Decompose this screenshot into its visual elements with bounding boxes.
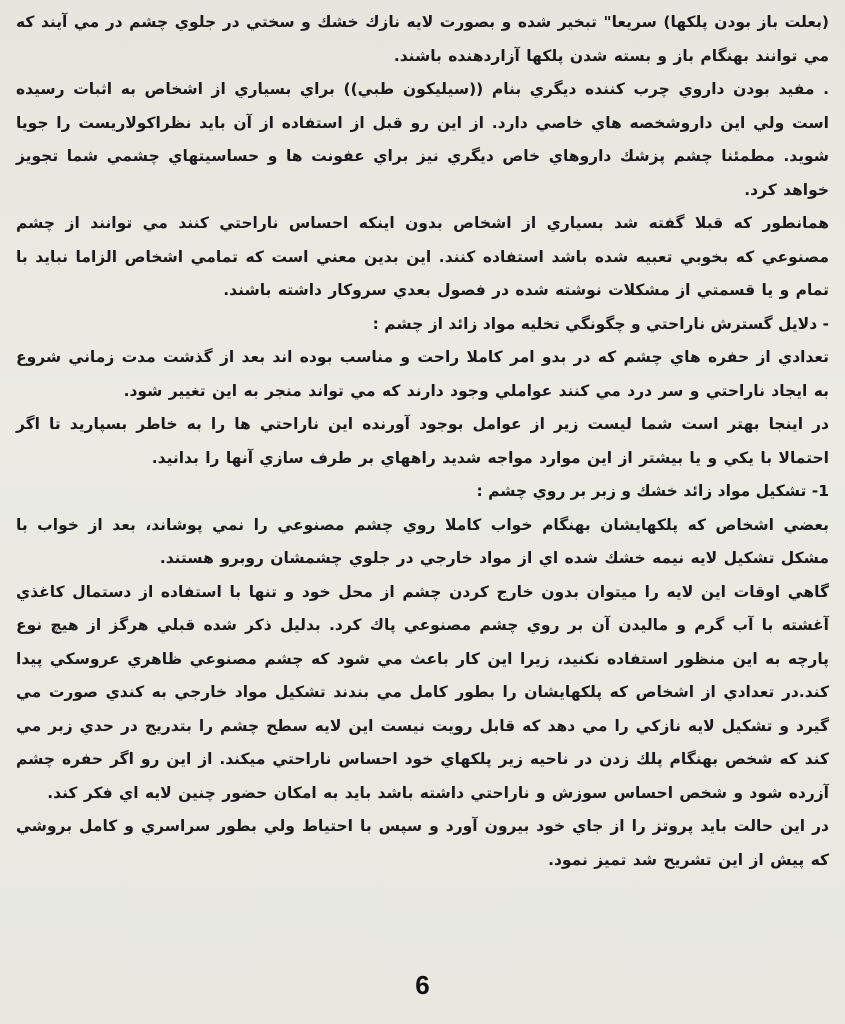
paragraph-factor-list-intro: در اينجا بهتر است شما ليست زير از عوامل بوجود آورنده اين ناراحتي ها را به خاطر بسپاريد تا اگر احتمالا با يکي و يا بيشتر از اين موارد مواجه شديد راههاي بر طرف سازي آنها را بدانيد. bbox=[16, 415, 829, 467]
paragraph-evaporation: (بعلت باز بودن پلکها) سریعا" تبخیر شده و بصورت لایه نازك خشك و سختي در جلوي چشم در مي آيند که مي توانند بهنگام باز و بسته شدن پلکها آزاردهنده باشند. bbox=[16, 13, 829, 65]
page-number: 6 bbox=[415, 970, 430, 1000]
paragraph-sleep-deposits: بعضي اشخاص که پلکهايشان بهنگام خواب کاملا روي چشم مصنوعي را نمي پوشاند، بعد از خواب با مشکل تشکيل لايه نيمه خشك شده اي از مواد خارجي در جلوي چشمشان روبرو هستند. bbox=[16, 515, 829, 567]
heading-dry-deposits: 1- تشکيل مواد زائد خشك و زبر بر روي چشم : bbox=[476, 482, 829, 500]
paragraph-cleaning-layer: گاهي اوقات اين لايه را ميتوان بدون خارج کردن چشم از محل خود و تنها با استفاده از دستمال کاغذي آغشته با آب گرم و ماليدن آن بر روي چشم مصنوعي پاك کرد. بدليل ذکر شده قبلي هرگز از هيچ نوع پارچه به اين منظور استفاده نکنيد، زيرا اين کار باعث مي شود که چشم مصنوعي ظاهري عروسکي پيدا کند.در تعدادي از اشخاص که پلکهايشان را بطور کامل مي بندند تشکيل مواد خارجي به کندي صورت مي گيرد و تشکيل لايه نازکي را مي دهد که قابل رويت نيست اين لايه سطح چشم را بتدريج در حدي زبر مي کند که شخص بهنگام پلك زدن در ناحيه زير پلکهاي خود احساس ناراحتي ميکند. از اين رو اگر حفره چشم آزرده شود و شخص احساس سوزش و ناراحتي داشته باشد بايد به امکان حضور چنين لايه اي فکر کند. bbox=[16, 582, 829, 802]
paragraph-cavity-changes: تعدادي از حفره هاي چشم که در بدو امر کاملا راحت و مناسب بوده اند بعد از گذشت مدت زماني شروع به ايجاد ناراحتي و سر درد مي کنند عواملي وجود دارند که مي تواند منجر به اين تغيير شود. bbox=[16, 348, 829, 400]
paragraph-remove-prosthesis: در اين حالت بايد پروتز را از جاي خود بيرون آورد و سپس با احتياط ولي بطور سراسري و کامل بروشي که پيش از اين تشريح شد تميز نمود. bbox=[16, 817, 829, 869]
paragraph-comfort: همانطور که قبلا گفته شد بسياري از اشخاص بدون اينکه احساس ناراحتي کنند مي توانند از چشم مصنوعي که بخوبي تعبيه شده باشد استفاده کنند. اين بدين معني است که تمامي اشخاص الزاما نبايد با تمام و يا قسمتي از مشکلات نوشته شده در فصول بعدي سروکار داشته باشند. bbox=[16, 214, 829, 299]
heading-causes-of-discomfort: - دلايل گسترش ناراحتي و چگونگي تخليه مواد زائد از چشم : bbox=[372, 314, 829, 333]
paragraph-medical-silicone: . مفيد بودن داروي چرب کننده ديگري بنام ((سيليکون طبي)) براي بسياري از اشخاص به اثبات رسيده است ولي اين داروشخصه هاي خاصي دارد. از اين رو قبل از استفاده از آن بايد نظراکولاريست را جويا شويد. مطمئنا چشم پزشك داروهاي خاص ديگري نيز براي عفونت ها و حساسيتهاي چشمي شما تجويز خواهد کرد. bbox=[16, 80, 829, 199]
